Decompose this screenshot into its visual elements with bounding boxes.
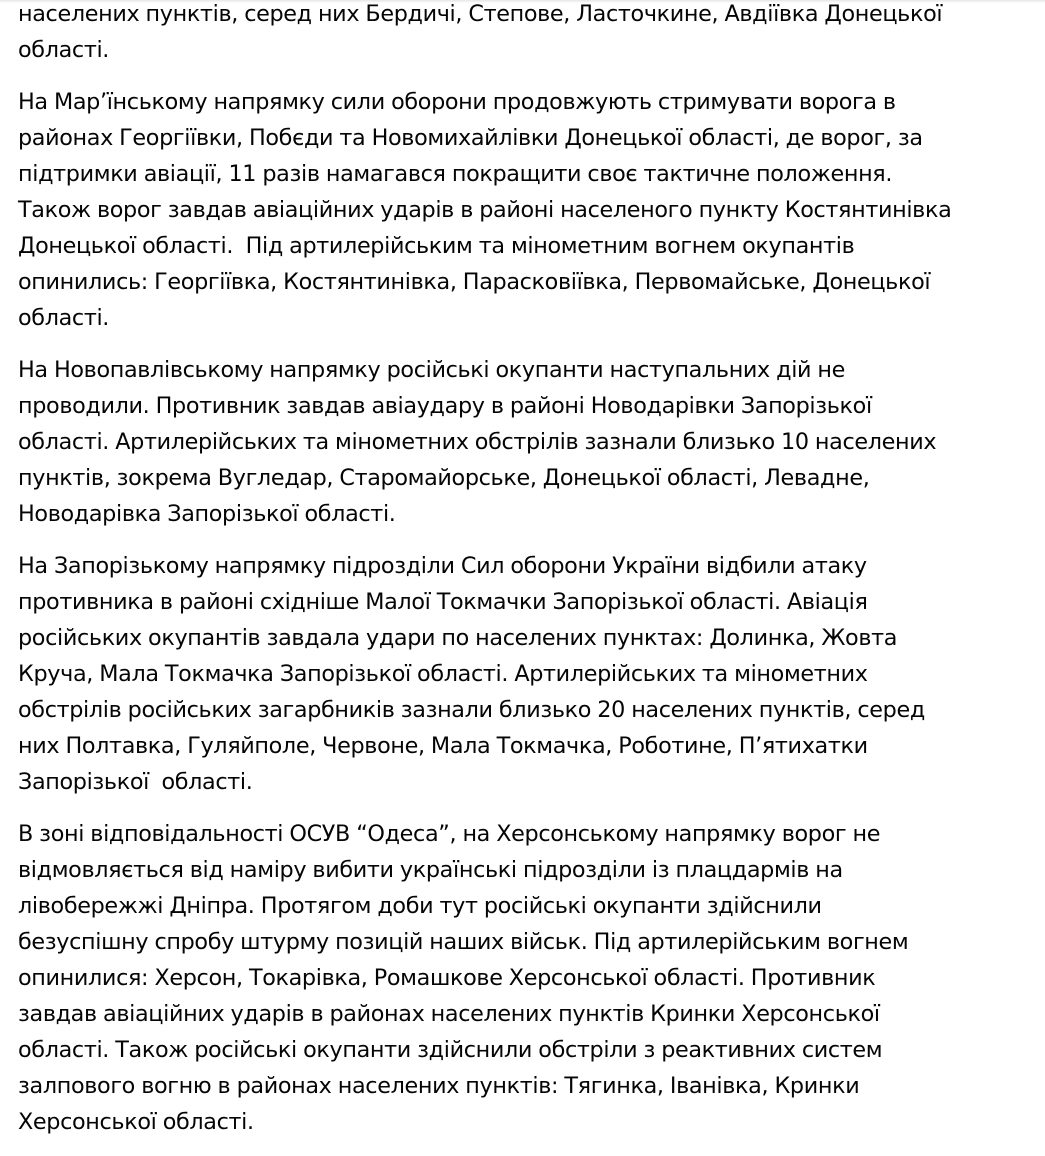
line: На Новопавлівському напрямку російські окупанти наступальних дій не (18, 357, 846, 383)
line: На Мар’їнському напрямку сили оборони продовжують стримувати ворога в (18, 89, 896, 115)
line: Донецької області. Під артилерійським та мінометним вогнем окупантів (18, 233, 855, 259)
line: залпового вогню в районах населених пунктів: Тягинка, Іванівка, Кринки (18, 1073, 860, 1099)
line: них Полтавка, Гуляйполе, Червоне, Мала Токмачка, Роботине, П’ятихатки (18, 733, 868, 759)
line: Круча, Мала Токмачка Запорізької області. Артилерійських та мінометних (18, 661, 868, 687)
line: проводили. Противник завдав авіаудару в районі Новодарівки Запорізької (18, 393, 872, 419)
line: безуспішну спробу штурму позицій наших військ. Під артилерійським вогнем (18, 929, 909, 955)
line: Також ворог завдав авіаційних ударів в районі населеного пункту Костянтинівка (18, 197, 952, 223)
line: населених пунктів, серед них Бердичі, Степове, Ласточкине, Авдіївка Донецької (18, 1, 943, 27)
paragraph-avdiivka-tail (18, 0, 1028, 68)
line: В зоні відповідальності ОСУВ “Одеса”, на Херсонському напрямку ворог не (18, 821, 881, 847)
line: області. Також російські окупанти здійснили обстріли з реактивних систем (18, 1037, 883, 1063)
line: завдав авіаційних ударів в районах населених пунктів Кринки Херсонської (18, 1001, 880, 1027)
line: Новодарівка Запорізької області. (18, 501, 396, 527)
post-body (18, 0, 1028, 1156)
line: відмовляється від наміру вибити українські підрозділи із плацдармів на (18, 857, 843, 883)
line: області. (18, 37, 110, 63)
paragraph-novopavlivka (18, 352, 1028, 532)
line: області. (18, 305, 110, 331)
line: противника в районі східніше Малої Токмачки Запорізької області. Авіація (18, 589, 868, 615)
line: підтримки авіації, 11 разів намагався покращити своє тактичне положення. (18, 161, 893, 187)
paragraph-marinka (18, 84, 1028, 336)
line: На Запорізькому напрямку підрозділи Сил оборони України відбили атаку (18, 553, 867, 579)
line: Херсонської області. (18, 1109, 254, 1135)
line: Запорізької області. (18, 769, 253, 795)
paragraph-zaporizhzhia (18, 548, 1028, 800)
paragraph-kherson (18, 816, 1028, 1140)
line: обстрілів російських загарбників зазнали близько 20 населених пунктів, серед (18, 697, 925, 723)
line: пунктів, зокрема Вугледар, Старомайорське, Донецької області, Левадне, (18, 465, 870, 491)
line: опинилися: Херсон, Токарівка, Ромашкове Херсонської області. Противник (18, 965, 876, 991)
line: області. Артилерійських та мінометних обстрілів зазнали близько 10 населених (18, 429, 937, 455)
line: опинились: Георгіївка, Костянтинівка, Парасковіївка, Первомайське, Донецької (18, 269, 931, 295)
line: лівобережжі Дніпра. Протягом доби тут російські окупанти здійснили (18, 893, 822, 919)
line: районах Георгіївки, Побєди та Новомихайлівки Донецької області, де ворог, за (18, 125, 923, 151)
line: російських окупантів завдала удари по населених пунктах: Долинка, Жовта (18, 625, 898, 651)
